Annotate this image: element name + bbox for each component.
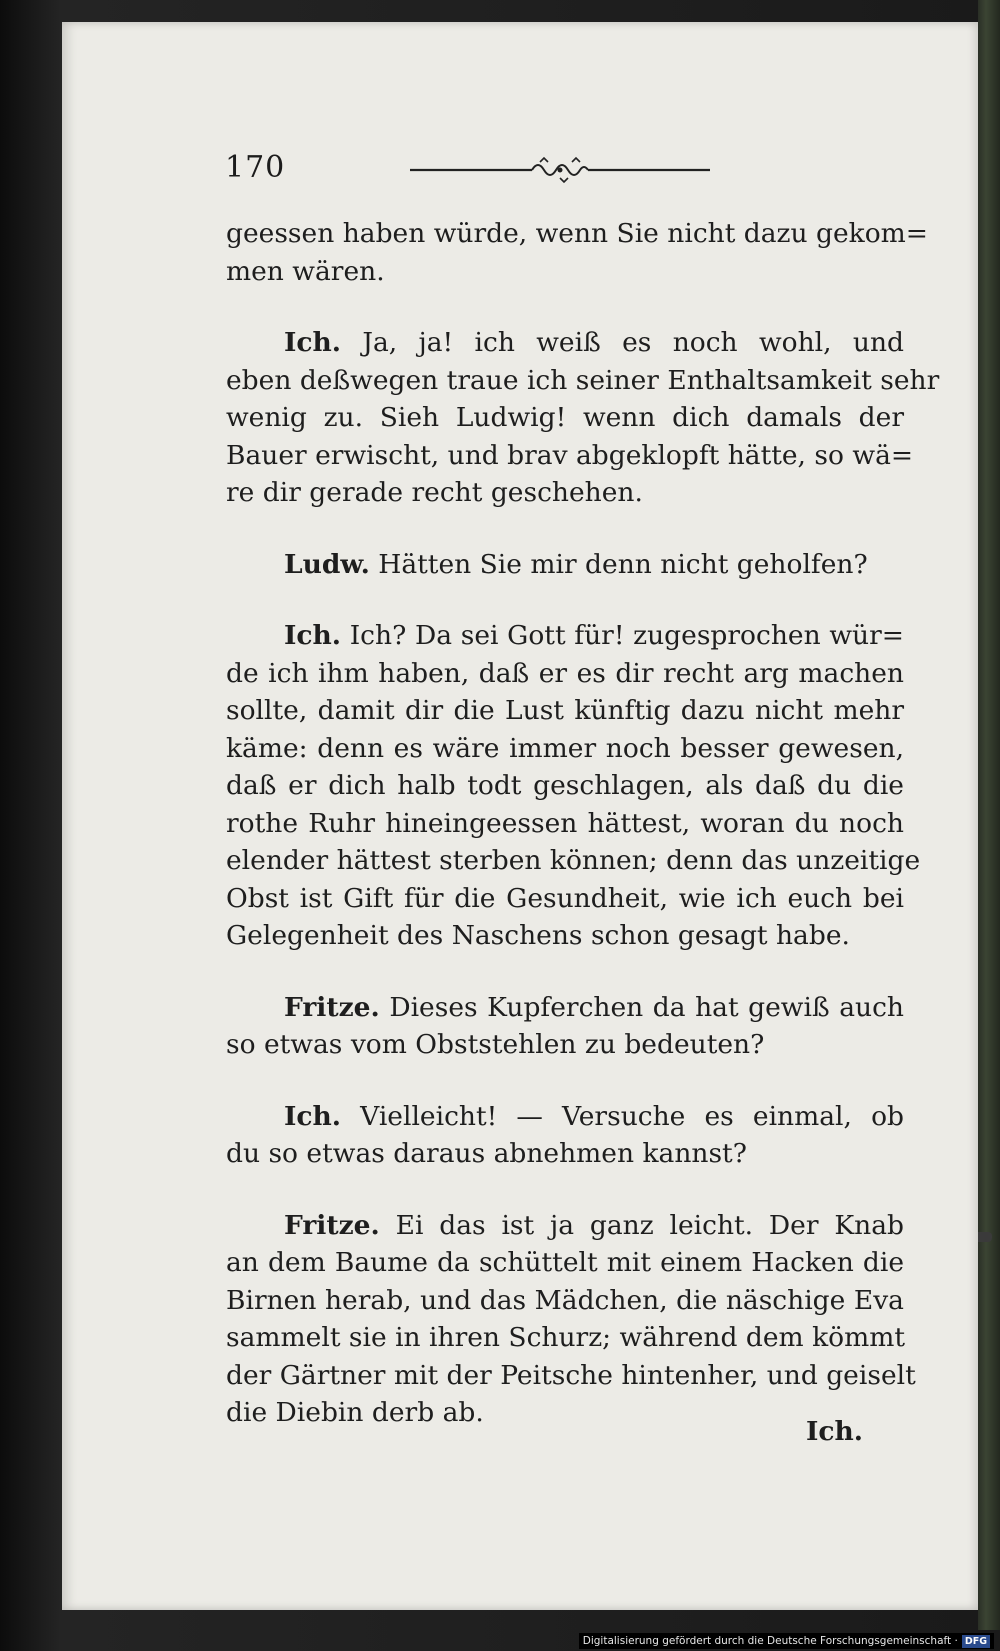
speaker-label: Fritze. bbox=[284, 1209, 380, 1241]
text-line: Ich? Da sei Gott für! zugesprochen wür= bbox=[349, 620, 904, 651]
book-edge bbox=[978, 0, 1000, 1630]
paragraph bbox=[226, 324, 940, 512]
paragraph bbox=[226, 215, 929, 290]
text-line: die Diebin derb ab. bbox=[226, 1397, 484, 1428]
catchword: Ich. bbox=[806, 1416, 864, 1447]
paragraph bbox=[226, 989, 904, 1064]
text-line: Obst ist Gift für die Gesundheit, wie ich euch bei bbox=[226, 882, 904, 914]
paragraph bbox=[226, 1098, 904, 1173]
text-line: Ei das ist ja ganz leicht. Der Knab bbox=[395, 1209, 904, 1241]
text-line: sollte, damit dir die Lust künftig dazu nicht mehr bbox=[226, 695, 904, 726]
speaker-label: Fritze. bbox=[284, 991, 380, 1023]
text-line: du so etwas daraus abnehmen kannst? bbox=[226, 1138, 747, 1169]
speaker-label: Ich. bbox=[284, 327, 342, 358]
text-line: re dir gerade recht geschehen. bbox=[226, 477, 643, 508]
text-line: käme: denn es wäre immer noch besser gewesen, bbox=[226, 732, 904, 764]
text-line: Dieses Kupferchen da hat gewiß auch bbox=[389, 991, 904, 1023]
body-text bbox=[226, 215, 940, 1432]
text-line: Hätten Sie mir denn nicht geholfen? bbox=[378, 548, 868, 580]
dfg-logo: DFG bbox=[962, 1635, 990, 1648]
text-line: Ja, ja! ich weiß es noch wohl, und bbox=[362, 327, 904, 358]
text-line: so etwas vom Obststehlen zu bedeuten? bbox=[226, 1029, 765, 1060]
speaker-label: Ich. bbox=[284, 1100, 342, 1132]
text-line: Bauer erwischt, und brav abgeklopft hätte, so wä= bbox=[226, 439, 914, 471]
text-line: daß er dich halb todt geschlagen, als daß du die bbox=[226, 770, 904, 801]
text-line: elender hättest sterben können; denn das unzeitige bbox=[226, 845, 921, 876]
paragraph bbox=[226, 617, 921, 955]
text-line: geessen haben würde, wenn Sie nicht dazu gekom= bbox=[226, 218, 929, 249]
speaker-label: Ludw. bbox=[284, 548, 370, 580]
text-line: sammelt sie in ihren Schurz; während dem kömmt bbox=[226, 1322, 905, 1353]
text-line: eben deßwegen traue ich seiner Enthaltsamkeit sehr bbox=[226, 364, 940, 396]
credit-text: Digitalisierung gefördert durch die Deutsche Forschungsgemeinschaft · bbox=[582, 1635, 958, 1647]
text-line: Gelegenheit des Naschens schon gesagt habe. bbox=[226, 920, 850, 951]
ornament-rule bbox=[410, 150, 710, 190]
digitization-credit bbox=[579, 1633, 994, 1649]
text-line: Vielleicht! — Versuche es einmal, ob bbox=[360, 1100, 904, 1132]
page-number: 170 bbox=[225, 150, 286, 185]
text-line: an dem Baume da schüttelt mit einem Hacken die bbox=[226, 1247, 904, 1278]
page-header bbox=[225, 150, 725, 194]
text-line: de ich ihm haben, daß er es dir recht arg machen bbox=[226, 657, 904, 689]
paragraph bbox=[226, 1207, 916, 1432]
paragraph bbox=[226, 546, 904, 584]
speaker-label: Ich. bbox=[284, 620, 342, 651]
text-line: der Gärtner mit der Peitsche hintenher, und geiselt bbox=[226, 1359, 916, 1391]
text-line: Birnen herab, und das Mädchen, die näschige Eva bbox=[226, 1284, 904, 1316]
text-line: rothe Ruhr hineingeessen hättest, woran du noch bbox=[226, 807, 904, 839]
text-line: men wären. bbox=[226, 255, 385, 287]
text-line: wenig zu. Sieh Ludwig! wenn dich damals der bbox=[226, 402, 904, 433]
